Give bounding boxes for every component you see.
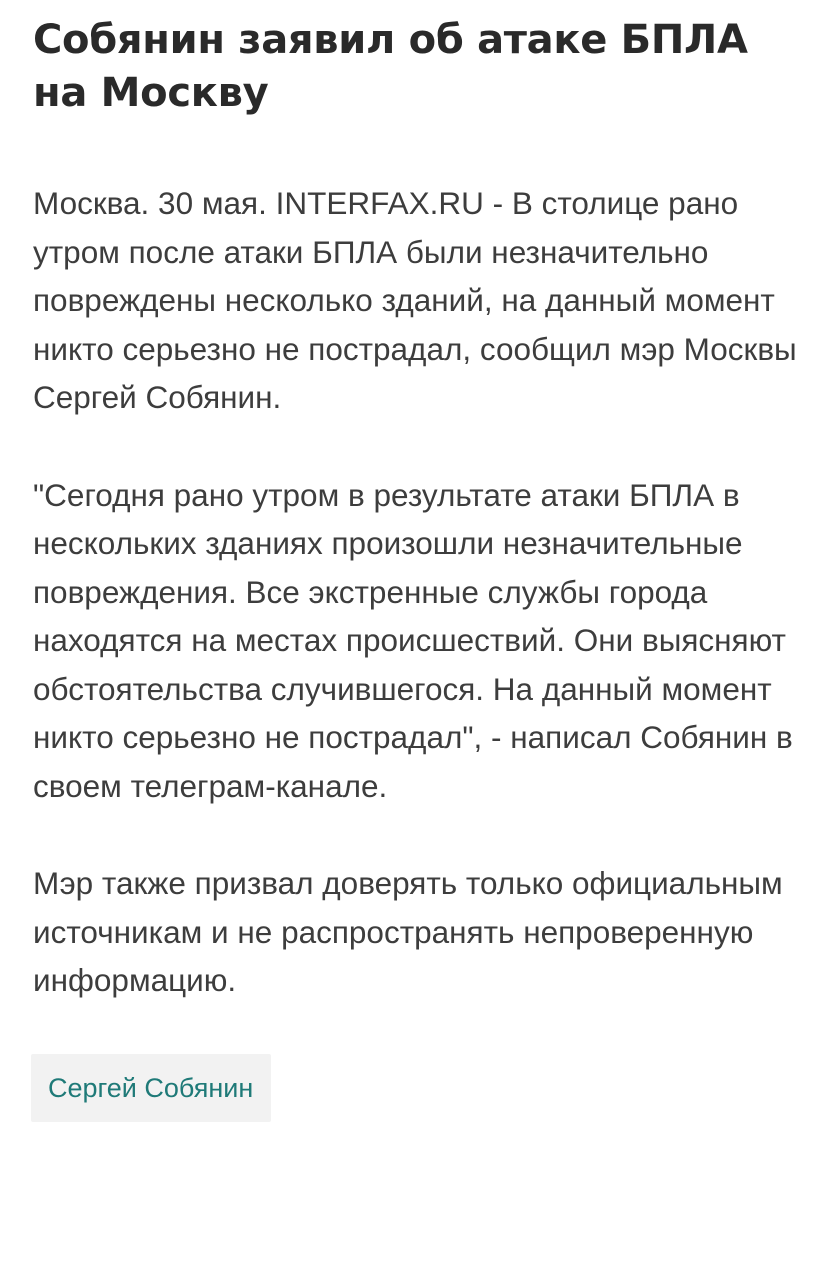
article-paragraph-2: "Сегодня рано утром в результате атаки БПЛА в нескольких зданиях произошли незначительные повреждения. Все экстренные службы города находятся на местах происшествий. Они выясняют обстоятельства случившегося. На данный момент никто серьезно не пострадал", - написал Собянин в своем телеграм-канале. [33, 476, 793, 804]
article-paragraph-1: Москва. 30 мая. INTERFAX.RU - В столице рано утром после атаки БПЛА были незначительно повреждены несколько зданий, на данный момент никто серьезно не пострадал, сообщил мэр Москвы Сергей Собянин. [33, 185, 797, 415]
article [33, 14, 803, 1122]
article-tags [31, 1054, 803, 1122]
article-title: Собянин заявил об атаке БПЛА на Москву [33, 17, 748, 116]
tag-sergey-sobyanin[interactable]: Сергей Собянин [31, 1054, 271, 1122]
article-paragraph-3: Мэр также призвал доверять только официальным источникам и не распространять непроверенную информацию. [33, 865, 783, 998]
